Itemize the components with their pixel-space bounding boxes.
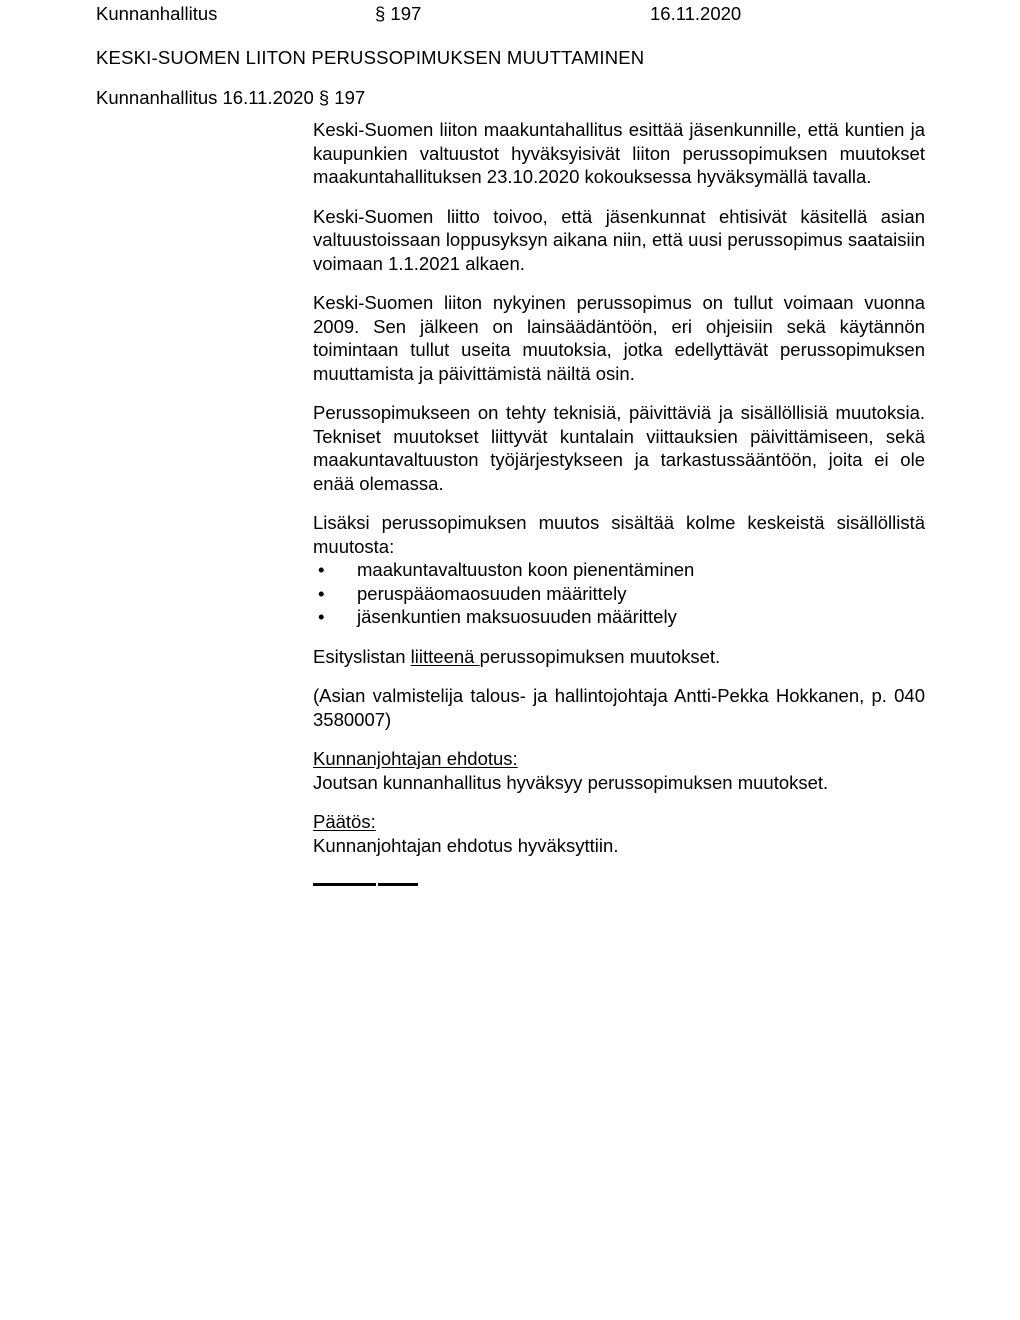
meeting-date: 16.11.2020 xyxy=(650,3,742,24)
proposal-text: Joutsan kunnanhallitus hyväksyy perussopimuksen muutokset. xyxy=(313,771,829,793)
signature-line-segment xyxy=(313,883,376,886)
document-body xyxy=(313,118,925,886)
proposal-heading: Kunnanjohtajan ehdotus: xyxy=(313,748,518,769)
list-item xyxy=(313,558,925,582)
paragraph: Keski-Suomen liitto toivoo, että jäsenkunnat ehtisivät käsitellä asian valtuustoissaan loppusyksyn aikana niin, että uusi perussopimus saataisiin voimaan 1.1.2021 alkaen. xyxy=(313,205,925,274)
paragraph: Keski-Suomen liiton nykyinen perussopimus on tullut voimaan vuonna 2009. Sen jälkeen on lainsäädäntöön, eri ohjeisiin sekä käytännön toimintaan tullut useita muutoksia, jotka edellyttävät perussopimuksen muuttamista ja päivittämistä näiltä osin. xyxy=(313,292,925,384)
bullet-list xyxy=(313,558,925,629)
document-header xyxy=(96,3,741,25)
list-item-text: jäsenkuntien maksuosuuden määrittely xyxy=(357,606,677,627)
document-title: KESKI-SUOMEN LIITON PERUSSOPIMUKSEN MUUTTAMINEN xyxy=(96,47,645,68)
decision-text: Kunnanjohtajan ehdotus hyväksyttiin. xyxy=(313,834,619,856)
attachment-suffix: perussopimuksen muutokset. xyxy=(479,645,721,667)
preparer-note: (Asian valmistelija talous- ja hallintojohtaja Antti-Pekka Hokkanen, p. 040 3580007) xyxy=(313,685,925,730)
paragraph: Perussopimukseen on tehty teknisiä, päivittäviä ja sisällöllisiä muutoksia. Tekniset muutokset liittyvät kuntalain viittauksien päivittämiseen, sekä maakuntavaltuuston työjärjestykseen ja tarkastussääntöön, joita ei ole enää olemassa. xyxy=(313,402,925,494)
bullet-icon: • xyxy=(318,606,325,627)
decision-heading: Päätös: xyxy=(313,811,376,832)
attachment-underlined-word: liitteenä xyxy=(410,645,480,667)
paragraph: Keski-Suomen liiton maakuntahallitus esittää jäsenkunnille, että kuntien ja kaupunkien valtuustot hyväksyisivät liiton perussopimuksen muutokset maakuntahallituksen 23.10.2020 kokouksessa hyväksymällä tavalla. xyxy=(313,119,925,187)
signature-line xyxy=(313,883,925,886)
signature-line-segment xyxy=(378,883,418,886)
list-item xyxy=(313,605,925,629)
attachment-note xyxy=(313,645,925,669)
section-number: § 197 xyxy=(375,3,422,24)
document-reference: Kunnanhallitus 16.11.2020 § 197 xyxy=(96,87,366,108)
committee-name: Kunnanhallitus xyxy=(96,3,218,24)
attachment-prefix: Esityslistan xyxy=(313,645,411,667)
bullet-icon: • xyxy=(318,559,325,580)
list-intro: Lisäksi perussopimuksen muutos sisältää kolme keskeistä sisällöllistä muutosta: xyxy=(313,512,925,557)
list-item-text: maakuntavaltuuston koon pienentäminen xyxy=(357,559,695,580)
list-item xyxy=(313,582,925,606)
list-item-text: peruspääomaosuuden määrittely xyxy=(357,582,627,604)
bullet-icon: • xyxy=(318,582,325,604)
